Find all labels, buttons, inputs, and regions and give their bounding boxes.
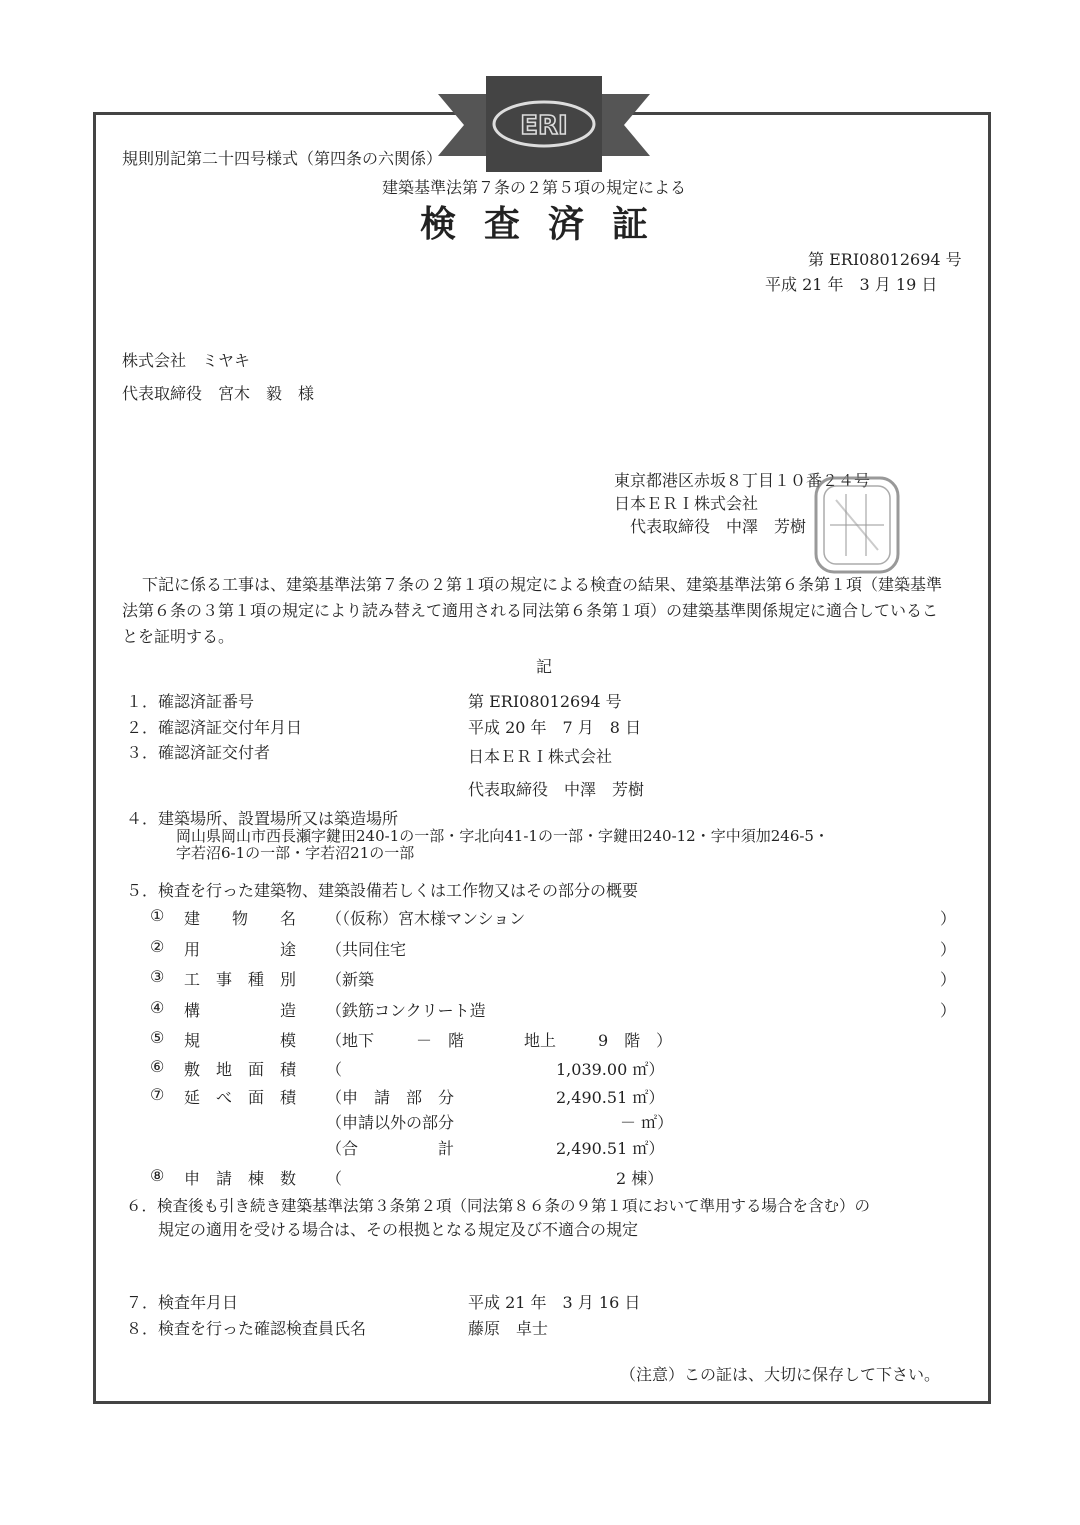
addressee-person: 代表取締役 宮木 毅 様 xyxy=(122,384,315,403)
overview-r6-num: ⑥ xyxy=(150,1057,165,1076)
overview-r3-num: ③ xyxy=(150,967,165,986)
item1-value: 第 ERI08012694 号 xyxy=(468,692,622,711)
overview-r4-value: （鉄筋コンクリート造 xyxy=(326,1001,486,1020)
overview-r1-num: ① xyxy=(150,906,165,925)
overview-r3-value: （新築 xyxy=(326,970,375,989)
overview-r2-value: （共同住宅 xyxy=(326,940,407,959)
overview-r5-basement: （地下 xyxy=(326,1031,375,1050)
overview-r4-close: ） xyxy=(940,1001,957,1020)
overview-r8-num: ⑧ xyxy=(150,1166,165,1185)
overview-r7c-value: 2,490.51 ㎡） xyxy=(556,1139,665,1158)
issuer-representative: 代表取締役 中澤 芳樹 xyxy=(630,517,807,536)
item8-label: ８．検査を行った確認検査員氏名 xyxy=(126,1319,367,1338)
overview-r8-value: 2 棟） xyxy=(616,1169,664,1188)
preservation-note: （注意）この証は、大切に保存して下さい。 xyxy=(620,1365,941,1384)
item7-value: 平成 21 年 3 月 16 日 xyxy=(468,1293,641,1312)
certification-statement: 下記に係る工事は、建築基準法第７条の２第１項の規定による検査の結果、建築基準法第６条第１項（建築基準法第６条の３第１項の規定により読み替えて適用される同法第６条第１項）の建築基準関係規定に適合していることを証明する。 xyxy=(122,575,943,646)
issue-date: 平成 21 年 3 月 19 日 xyxy=(765,275,938,294)
overview-r7a-value: 2,490.51 ㎡） xyxy=(556,1088,665,1107)
overview-r8-open: （ xyxy=(326,1169,343,1188)
overview-r5-label: 規 模 xyxy=(184,1031,297,1050)
overview-r4-num: ④ xyxy=(150,998,165,1017)
item8-value: 藤原 卓士 xyxy=(468,1319,549,1338)
ki-heading: 記 xyxy=(536,657,553,676)
overview-r7-num: ⑦ xyxy=(150,1085,165,1104)
overview-r6-value: 1,039.00 ㎡） xyxy=(556,1060,665,1079)
issuer-address: 東京都港区赤坂８丁目１０番２４号 xyxy=(614,471,871,490)
overview-r7b-value: － ㎡） xyxy=(620,1113,674,1132)
item3-value-rep: 代表取締役 中澤 芳樹 xyxy=(468,780,645,799)
item4-value-line2: 字若沼6-1の一部・字若沼21の一部 xyxy=(176,844,415,862)
certificate-number: 第 ERI08012694 号 xyxy=(808,250,962,269)
overview-r5-num: ⑤ xyxy=(150,1028,165,1047)
overview-r3-label: 工 事 種 別 xyxy=(184,970,297,989)
document-title: 検査済証 xyxy=(420,203,677,245)
item4-label: ４．建築場所、設置場所又は築造場所 xyxy=(126,809,399,828)
item3-value-company: 日本ＥＲＩ株式会社 xyxy=(468,747,613,766)
overview-r8-label: 申 請 棟 数 xyxy=(184,1169,297,1188)
overview-r7c-label: （合 計 xyxy=(326,1139,455,1158)
overview-r3-close: ） xyxy=(940,970,957,989)
item6-line2: 規定の適用を受ける場合は、その根拠となる規定及び不適合の規定 xyxy=(158,1220,639,1239)
item2-label: ２．確認済証交付年月日 xyxy=(126,718,303,737)
issuer-company: 日本ＥＲＩ株式会社 xyxy=(614,494,759,513)
overview-r1-close: ） xyxy=(940,909,957,928)
overview-r6-open: （ xyxy=(326,1060,343,1079)
item2-value: 平成 20 年 7 月 8 日 xyxy=(468,718,642,737)
form-reference: 規則別記第二十四号様式（第四条の六関係） xyxy=(122,149,443,168)
overview-r5-above: 地上 xyxy=(524,1031,557,1050)
overview-r1-value: （（仮称）宮木様マンション xyxy=(326,909,526,928)
item1-label: １．確認済証番号 xyxy=(126,692,255,711)
overview-r4-label: 構 造 xyxy=(184,1001,297,1020)
item7-label: ７．検査年月日 xyxy=(126,1293,239,1312)
overview-r2-num: ② xyxy=(150,937,165,956)
overview-r6-label: 敷 地 面 積 xyxy=(184,1060,297,1079)
overview-r5-basement-floors: － 階 xyxy=(416,1031,465,1050)
overview-r7b-label: （申請以外の部分 xyxy=(326,1113,455,1132)
subtitle: 建築基準法第７条の２第５項の規定による xyxy=(382,178,687,197)
overview-r7a-label: （申 請 部 分 xyxy=(326,1088,455,1107)
addressee-company: 株式会社 ミヤキ xyxy=(122,351,251,370)
overview-r1-label: 建 物 名 xyxy=(184,909,297,928)
overview-r7-label: 延 べ 面 積 xyxy=(184,1088,297,1107)
item6-line1: ６．検査後も引き続き建築基準法第３条第２項（同法第８６条の９第１項において準用する場合を含む）の xyxy=(126,1197,871,1215)
logo-text: ERI xyxy=(520,111,568,141)
overview-r2-label: 用 途 xyxy=(184,940,297,959)
overview-r5-above-floors: 9 階 ） xyxy=(598,1031,673,1050)
item5-label: ５．検査を行った建築物、建築設備若しくは工作物又はその部分の概要 xyxy=(126,881,639,900)
overview-r2-close: ） xyxy=(940,940,957,959)
item4-value-line1: 岡山県岡山市西長瀬字鍵田240-1の一部・字北向41-1の一部・字鍵田240-12・字中須加246-5・ xyxy=(176,827,829,845)
eri-logo xyxy=(438,72,650,176)
official-seal xyxy=(786,470,908,580)
item3-label: ３．確認済証交付者 xyxy=(126,743,271,762)
